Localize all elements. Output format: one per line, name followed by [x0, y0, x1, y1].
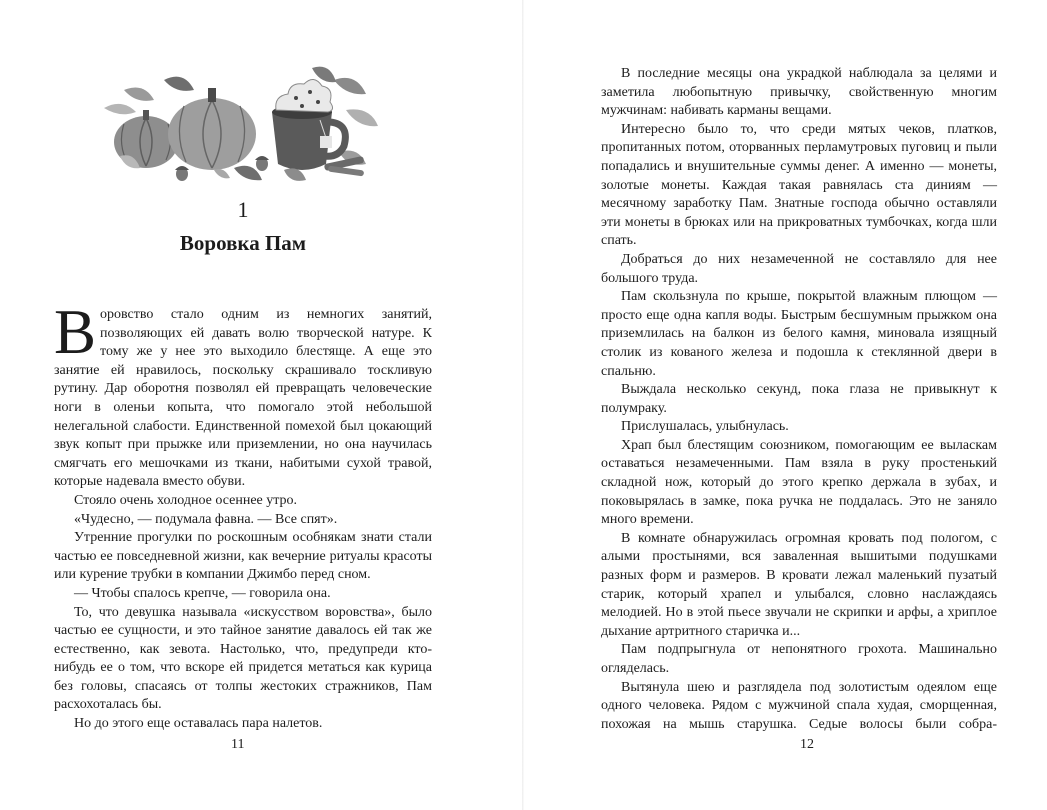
paragraph: Прислушалась, улыбнулась. — [621, 419, 789, 435]
paragraph: То, что девушка называла «искусством воровства», было частью ее сущности, и это тайное занятие давалось ей так же естественно, как зевота. Настолько, что, предупреди кто-нибудь ее о том, что вскоре ей придется метаться как курица без головы, спасаясь от толпы жестоких стражников, Пам расхохоталась бы. — [54, 604, 432, 713]
left-page-text — [54, 297, 432, 734]
paragraph: В последние месяцы она украдкой наблюдала за целями и заметила любопытную привычку, свойственную многим мужчинам: набивать карманы вещами. — [601, 66, 997, 119]
paragraph: Выждала несколько секунд, пока глаза не привыкнут к полумраку. — [601, 382, 997, 416]
right-page — [524, 0, 1047, 810]
paragraph: Пам подпрыгнула от непонятного грохота. Машинально огляделась. — [601, 642, 997, 676]
paragraph-text: оровство стало одним из немногих занятий, позволяющих ей давать волю творческой натуре. К тому же у нее это выходило блестяще. А еще это занятие ей нравилось, поскольку скрашивало тоскливую рутину. Дар оборотня позволял ей превращать человеческие ноги в оленьи копыта, что помогало этой небольшой нелегальной слабости. Единственной помехой был цокающий звук копыт при прыжке или приземлении, но она научилась смягчать его мешочками из ткани, набитыми сухой травой, которые надевала вместо обуви. — [54, 307, 432, 490]
autumn-pumpkins-mug-illustration-icon — [84, 60, 384, 188]
paragraph: — Чтобы спалось крепче, — говорила она. — [74, 585, 331, 601]
chapter-title: Воровка Пам — [179, 231, 307, 255]
paragraph: Вытянула шею и разглядела под золотистым одеялом еще одного человека. Рядом с мужчиной спала худая, сморщенная, похожая на мышь старушка. Седые волосы были собра- — [601, 679, 997, 732]
paragraph — [54, 297, 432, 492]
drop-cap: В — [54, 297, 97, 367]
page-number: 12 — [800, 737, 814, 752]
left-page — [0, 0, 523, 810]
paragraph: Храп был блестящим союзником, помогающим ее выласкам оставаться незамеченными. Пам взяла в руку простенький складной нож, который до этого крепко держала в зубах, и поковырялась в замке, пока ручка не поддалась. Это не заняло много времени. — [601, 437, 997, 528]
paragraph: «Чудесно, — подумала фавна. — Все спят». — [74, 511, 338, 527]
paragraph: Интересно было то, что среди мятых чеков, платков, пропитанных потом, оторванных перламутровых пуговиц и пыли попадались и внушительные суммы денег. А именно — монеты, золотые монеты. Каждая такая равнялась ста диниям — месячному заработку Пам. Знатные господа обычно оставляли эти монеты в брюках или на прикроватных тумбочках, когда шли спать. — [601, 121, 997, 249]
paragraph: В комнате обнаружилась огромная кровать под пологом, с алыми простынями, вся заваленная вышитыми подушками разных форм и размеров. В кровати лежал маленький пузатый старик, который храпел и улыбался, словно наслаждаясь мелодией. Но в этой пьесе звучали не скрипки и арфы, а хриплое дыхание артритного старичка и... — [601, 530, 997, 639]
paragraph: Утренние прогулки по роскошным особнякам знати стали частью ее повседневной жизни, как вечерние ритуалы красоты или курение трубки в компании Джимбо перед сном. — [54, 530, 432, 583]
chapter-number: 1 — [237, 197, 249, 222]
paragraph: Но до этого еще оставалась пара налетов. — [74, 716, 323, 732]
paragraph: Пам скользнула по крыше, покрытой влажным плющом — просто еще одна капля воды. Быстрым бесшумным прыжком она приземлилась на балкон из белого камня, миновала изящный столик из кованого железа и подошла к стеклянной двери в спальню. — [601, 289, 997, 379]
page-number: 11 — [231, 737, 245, 752]
paragraph: Добраться до них незамеченной не составляло для нее большого труда. — [601, 251, 997, 286]
paragraph: Стояло очень холодное осеннее утро. — [74, 492, 298, 508]
right-page-text — [601, 65, 997, 734]
